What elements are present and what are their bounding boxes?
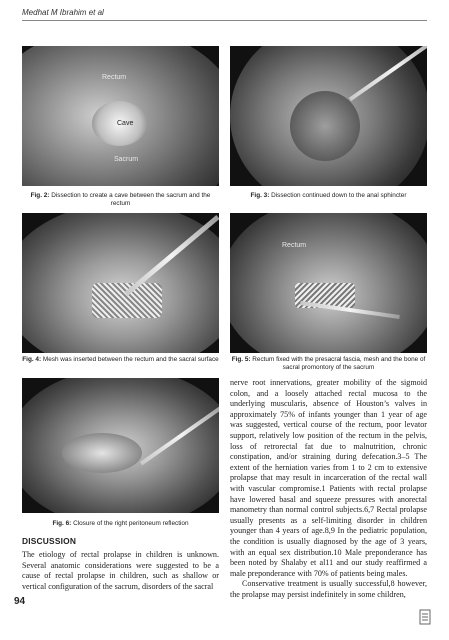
running-header: Medhat M Ibrahim et al (22, 8, 104, 17)
figure-3-caption-text: Dissection continued down to the anal sphincter (271, 192, 407, 199)
figure-6-caption-text: Closure of the right peritoneum reflection (73, 520, 189, 527)
publisher-logo-icon (418, 608, 432, 626)
figure-5-caption (230, 356, 427, 372)
discussion-paragraph: nerve root innervations, greater mobility of the sigmoid colon, and a loosely attached rectal mucosa to the underlying muscularis, absence of Houston’s valves in approximately 75% of infants younger than 1 year of age was suggested, vertical course of the rectum, poor levator support, relatively low position of the rectum in the pelvis, loss of retrorectal fat due to malnutrition, chronic constipation, and/or straining during defecation.3–5 The extent of the herniation varies from 1 to 2 cm to extensive prolapse that may result in incarceration of the rectal wall with vascular compromise.1 Patients with rectal prolapse have lowered basal and squeeze pressures with anorectal manometry than normal control subjects.6,7 Rectal prolapse usually presents as a self-limiting disorder in children younger than 4 years of age.8,9 In the pediatric population, the condition is usually diagnosed by the age of 3 years, with an equal sex distribution.10 Male preponderance has been noted by Shalaby et al11 and our study reaffirmed a male preponderance with 70% of patients being males. (230, 378, 427, 578)
figure-2-image (22, 46, 219, 186)
figure-4-caption-text: Mesh was inserted between the rectum and the sacral surface (42, 356, 219, 363)
figure-4-image (22, 213, 219, 353)
discussion-paragraph: Conservative treatment is usually successful,8 however, the prolapse may persist indefinitely in some children, (230, 579, 427, 599)
fig2-label-cave: Cave (117, 120, 134, 127)
page-number: 94 (14, 596, 26, 607)
figure-5-image (230, 213, 427, 353)
figure-2-caption (22, 192, 219, 208)
figure-3-number: Fig. 3: (250, 192, 270, 199)
header-rule (22, 20, 427, 21)
fig2-label-rectum: Rectum (102, 74, 127, 81)
discussion-right-column (230, 378, 427, 600)
fig5-label-rectum: Rectum (282, 242, 307, 249)
figure-6-caption (22, 520, 219, 528)
discussion-left-text: The etiology of rectal prolapse in children is unknown. Several anatomic considerations were suggested to be a cause of rectal prolapse in children, such as shallow or vertical configuration of the sacrum, disorders of the sacral (22, 550, 219, 591)
figure-3-caption (230, 192, 427, 200)
discussion-heading: DISCUSSION (22, 536, 77, 546)
figure-6-number: Fig. 6: (52, 520, 72, 527)
figure-2-caption-text: Dissection to create a cave between the sacrum and the rectum (51, 192, 211, 207)
fig2-label-sacrum: Sacrum (114, 156, 139, 163)
figure-5-number: Fig. 5: (231, 356, 251, 363)
figure-6-image (22, 378, 219, 513)
figure-4-number: Fig. 4: (22, 356, 42, 363)
figure-5-caption-text: Rectum fixed with the presacral fascia, mesh and the bone of sacral promontory of the sacrum (252, 356, 426, 371)
figure-4-caption (22, 356, 219, 364)
figure-2-number: Fig. 2: (30, 192, 50, 199)
figure-3-image (230, 46, 427, 186)
